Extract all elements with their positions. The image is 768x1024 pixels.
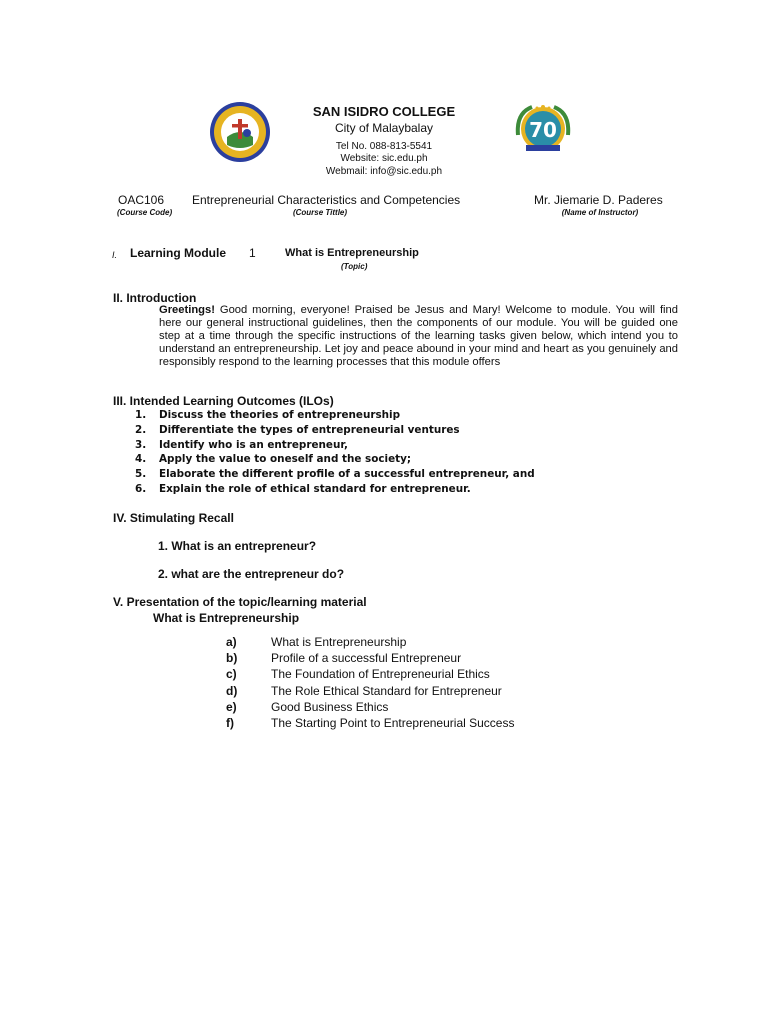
topic-item: a) What is Entrepreneurship <box>226 635 407 649</box>
module-topic: What is Entrepreneurship <box>285 247 419 259</box>
module-roman: I. <box>112 250 118 260</box>
topic-item: f) The Starting Point to Entrepreneurial Success <box>226 715 515 730</box>
module-number: 1 <box>249 246 256 260</box>
course-title-caption: (Course Tittle) <box>292 208 348 217</box>
college-seal-logo <box>209 101 271 163</box>
college-city: City of Malaybalay <box>334 121 434 135</box>
instructor-caption: (Name of Instructor) <box>561 208 639 217</box>
anniversary-logo <box>512 99 574 161</box>
ilos-heading: III. Intended Learning Outcomes (ILOs) <box>113 394 334 408</box>
recall-question-1: 1. What is an entrepreneur? <box>158 539 317 553</box>
instructor-name: Mr. Jiemarie D. Paderes <box>534 193 663 207</box>
college-webmail: Webmail: info@sic.edu.ph <box>325 166 443 177</box>
presentation-topics <box>226 634 514 731</box>
ilo-item: 1. Discuss the theories of entrepreneurship <box>135 409 401 421</box>
college-website: Website: sic.edu.ph <box>340 153 428 164</box>
ilo-item: 5. Elaborate the different profile of a successful entrepreneur, and <box>135 468 535 481</box>
introduction-greeting: Greetings! <box>159 304 215 316</box>
topic-item: e) Good Business Ethics <box>226 699 389 714</box>
presentation-subheading: What is Entrepreneurship <box>153 611 300 625</box>
ilo-item: 2. Differentiate the types of entrepreneurial ventures <box>135 423 460 436</box>
topic-item: d) The Role Ethical Standard for Entrepreneur <box>226 683 502 698</box>
topic-item: b) Profile of a successful Entrepreneur <box>226 651 462 666</box>
ilo-item: 6. Explain the role of ethical standard for entrepreneur. <box>135 482 471 495</box>
ilo-item: 4. Apply the value to oneself and the society; <box>135 453 412 466</box>
logo-number: 70 <box>529 118 557 142</box>
topic-item: c) The Foundation of Entrepreneurial Ethics <box>226 667 490 682</box>
ilos-list <box>135 408 535 497</box>
college-name: SAN ISIDRO COLLEGE <box>312 104 456 119</box>
recall-heading: IV. Stimulating Recall <box>113 511 234 525</box>
course-code: OAC106 <box>118 193 165 207</box>
college-tel: Tel No. 088-813-5541 <box>335 141 433 152</box>
course-title: Entrepreneurial Characteristics and Competencies <box>192 193 461 207</box>
introduction-heading: II. Introduction <box>113 291 197 305</box>
module-topic-caption: (Topic) <box>341 262 368 271</box>
presentation-heading: V. Presentation of the topic/learning material <box>113 595 367 609</box>
course-code-caption: (Course Code) <box>117 208 173 217</box>
recall-question-2: 2. what are the entrepreneur do? <box>158 567 345 581</box>
introduction-text: Good morning, everyone! Praised be Jesus and Mary! Welcome to module. You will find here our general instructional guidelines, then the components of our module. You will be guided one step at a time through the specific instructions of the learning tasks given below, which intend you to understand an entrepreneurship. Let joy and peace abound in your mind and heart as you genuinely and responsibly respond to the learning processes that this module offers <box>159 304 678 368</box>
ilo-item: 3. Identify who is an entrepreneur, <box>135 438 348 451</box>
module-label: Learning Module <box>130 246 226 260</box>
introduction-body <box>159 304 678 369</box>
